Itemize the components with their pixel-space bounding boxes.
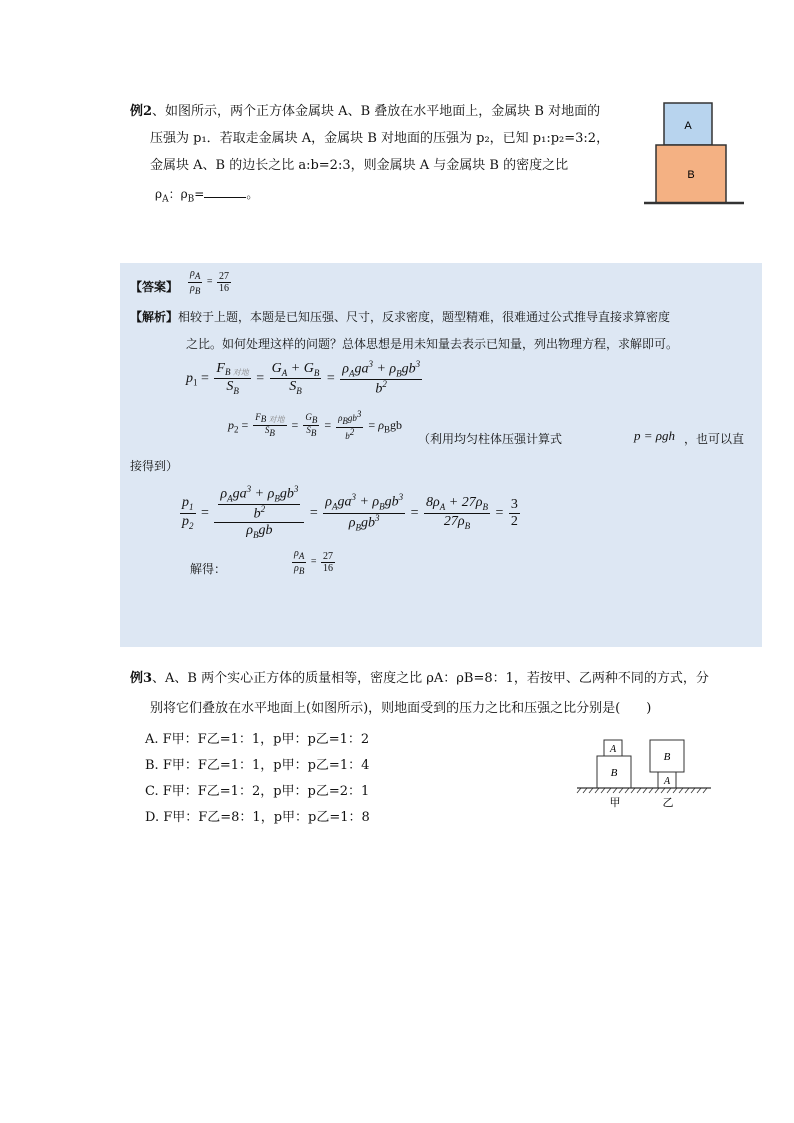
rho-separator: ：ρ [168,187,188,201]
solve-label: 解得： [190,562,227,576]
answer-label: 【答案】 [130,280,179,294]
example3-text-1: 、A、B 两个实心正方体的质量相等，密度之比 ρA：ρB=8：1，若按甲、乙两种不同的方式，分 [152,671,709,686]
subscript-note-2: 对地 [268,415,285,425]
example3-line2: 别将它们叠放在水平地面上(如图所示)，则地面受到的压力之比和压强之比分别是( ) [150,701,652,716]
yi-a-label: A [663,776,671,787]
option-b[interactable]: B. F甲：F乙=1：1，p甲：p乙=1：4 [145,758,370,773]
solve-num: 27 [322,550,333,562]
ratio-den: 16 [218,282,229,294]
equals-sign: = [194,187,205,201]
p1-formula: $p_1$ = $\frac{F_{B 对地}}{S_B}$ = $\frac{G_A + G_B}{S_B}$ = $\frac{\rho_Aga^3 + \rho_Bgb^3}{b^2}$ [186,359,421,397]
answer-blank [204,186,246,198]
example2-figure [640,98,750,210]
option-a[interactable]: A. F甲：F乙=1：1，p甲：p乙=1：2 [145,732,370,747]
answer-ratio: $\frac{\rho_A}{\rho_B}$ = $\frac{27}{16}$ [190,268,229,296]
analysis-text-1: 相较于上题，本题是已知压强、尺寸，反求密度，题型精难，很难通过公式推导直接求算密度 [178,310,671,324]
block-b-label: B [687,169,695,181]
example3-label: 例3 [130,671,153,686]
ratio-formula: $\frac{p_1}{p_2}$ = $\frac{\frac{\rho_Aga^3 + \rho_Bgb^3}{b^2}}{\rho_Bgb}$ = $\frac{\rho_Aga^3 + \rho_Bgb^3}{\rho_Bgb^3}$ = $\frac{8\rho_A + 27\rho_B}{27\rho_B}$ = $\frac{3}{2}$ [182,484,518,541]
block-a-label: A [684,120,692,132]
answer-line [130,278,178,296]
solve-result: $\frac{\rho_A}{\rho_B}$ = $\frac{27}{16}$ [294,548,333,576]
ground-hatch [577,788,707,793]
example2-line2: 压强为 p₁．若取走金属块 A，金属块 B 对地面的压强为 p₂，已知 p₁:p₂=3:2， [150,131,610,146]
option-c[interactable]: C. F甲：F乙=1：2，p甲：p乙=2：1 [145,784,370,799]
yi-b-label: B [663,751,671,763]
example2-label: 例2 [130,104,153,119]
analysis-label: 【解析】 [130,310,179,324]
subscript-note: 对地 [232,368,249,378]
analysis-line1 [130,308,670,326]
option-d[interactable]: D. F甲：F乙=8：1，p甲：p乙=1：8 [145,810,370,825]
result-den: 2 [510,513,518,529]
p2-note-line2: 接得到） [130,459,179,473]
ratio-num: 27 [218,270,229,282]
jia-caption: 甲 [609,796,621,809]
rho-symbol: ρ [155,187,163,201]
period: 。 [246,187,259,201]
yi-caption: 乙 [662,796,674,809]
p2-note-end: ，也可以直 [684,432,745,446]
example2-text-1: 、如图所示，两个正方体金属块 A、B 叠放在水平地面上，金属块 B 对地面的 [152,104,601,119]
example3-line1 [130,665,709,692]
result-num: 3 [510,497,518,513]
jia-a-label: A [609,744,617,755]
sub-b: B [187,194,195,205]
example3-figure [575,735,715,810]
p2-formula: $p_2$ = $\frac{F_{B 对地}}{S_B}$ = $\frac{G_B}{S_B}$ = $\frac{\rho_Bgb^3}{b^2}$ = $\rho_Bgb$ [228,409,402,441]
analysis-line2: 之比。如何处理这样的问题？总体思想是用未知量去表示已知量，列出物理方程，求解即可。 [186,337,679,351]
example2-line4 [155,181,258,213]
sub-a: A [162,194,169,205]
p2-note-formula: p = ρgh [634,428,676,443]
example2-line3: 金属块 A、B 的边长之比 a:b=2:3，则金属块 A 与金属块 B 的密度之比 [150,158,569,173]
solve-den: 16 [322,562,333,574]
example2-line1 [130,98,600,125]
jia-b-label: B [610,767,618,779]
p2-note: （利用均匀柱体压强计算式 [418,432,563,446]
